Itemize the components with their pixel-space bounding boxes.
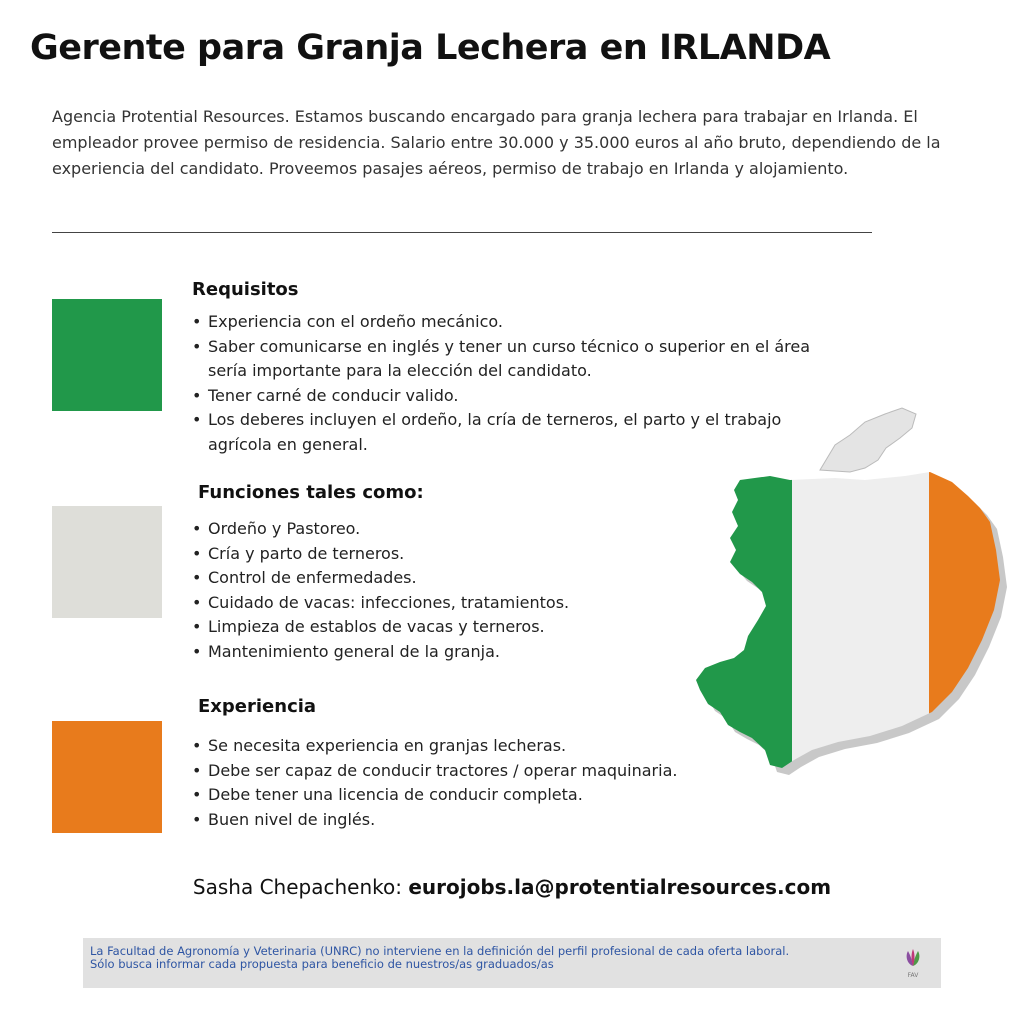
intro-paragraph: Agencia Protential Resources. Estamos buscando encargado para granja lechera para trabajar en Irlanda. El empleador provee permiso de residencia. Salario entre 30.000 y 35.000 euros al año bruto, dependiendo de la experiencia del candidato. Proveemos pasajes aéreos, permiso de trabajo en Irlanda y alojamiento. xyxy=(52,107,941,178)
list-item: • Debe ser capaz de conducir tractores / operar maquinaria. xyxy=(192,759,677,784)
list-item: • Saber comunicarse en inglés y tener un curso técnico o superior en el área sería importante para la elección del candidato. xyxy=(192,335,822,384)
list-item: • Ordeño y Pastoreo. xyxy=(192,517,569,542)
section-title-funciones: Funciones tales como: xyxy=(198,482,424,503)
list-item: • Se necesita experiencia en granjas lecheras. xyxy=(192,734,677,759)
divider xyxy=(52,232,872,233)
list-item: • Limpieza de establos de vacas y terneros. xyxy=(192,615,569,640)
disclaimer-line-1: La Facultad de Agronomía y Veterinaria (UNRC) no interviene en la definición del perfil profesional de cada oferta laboral. xyxy=(90,944,790,958)
ireland-flag-map xyxy=(690,400,1010,775)
white-swatch xyxy=(52,506,162,618)
section-title-experiencia: Experiencia xyxy=(198,696,317,717)
green-swatch xyxy=(52,299,162,411)
disclaimer-text xyxy=(90,945,890,971)
list-item: • Mantenimiento general de la granja. xyxy=(192,640,569,665)
page-title: Gerente para Granja Lechera en IRLANDA xyxy=(30,28,831,68)
list-item: • Buen nivel de inglés. xyxy=(192,808,677,833)
map-green-band xyxy=(690,400,792,775)
contact-email[interactable]: eurojobs.la@protentialresources.com xyxy=(408,875,832,899)
list-item: • Los deberes incluyen el ordeño, la cría de terneros, el parto y el trabajo agrícola en general. xyxy=(192,408,822,457)
list-item: • Control de enfermedades. xyxy=(192,566,569,591)
disclaimer-line-2: Sólo busca informar cada propuesta para beneficio de nuestros/as graduados/as xyxy=(90,957,554,971)
list-item: • Debe tener una licencia de conducir completa. xyxy=(192,783,677,808)
map-northern-ireland xyxy=(820,408,916,472)
orange-swatch xyxy=(52,721,162,833)
list-item: • Experiencia con el ordeño mecánico. xyxy=(192,310,822,335)
fav-logo-text: FAV xyxy=(907,972,919,979)
contact-line xyxy=(0,875,1024,899)
map-orange-band xyxy=(929,400,1010,775)
list-item: • Cuidado de vacas: infecciones, tratamientos. xyxy=(192,591,569,616)
contact-name: Sasha Chepachenko: xyxy=(192,875,402,899)
fav-logo xyxy=(903,946,923,980)
list-item: • Cría y parto de terneros. xyxy=(192,542,569,567)
section-title-requisitos: Requisitos xyxy=(192,279,299,300)
funciones-list xyxy=(192,517,569,664)
experiencia-list xyxy=(192,734,677,832)
disclaimer-footer xyxy=(83,938,941,988)
list-item: • Tener carné de conducir valido. xyxy=(192,384,822,409)
